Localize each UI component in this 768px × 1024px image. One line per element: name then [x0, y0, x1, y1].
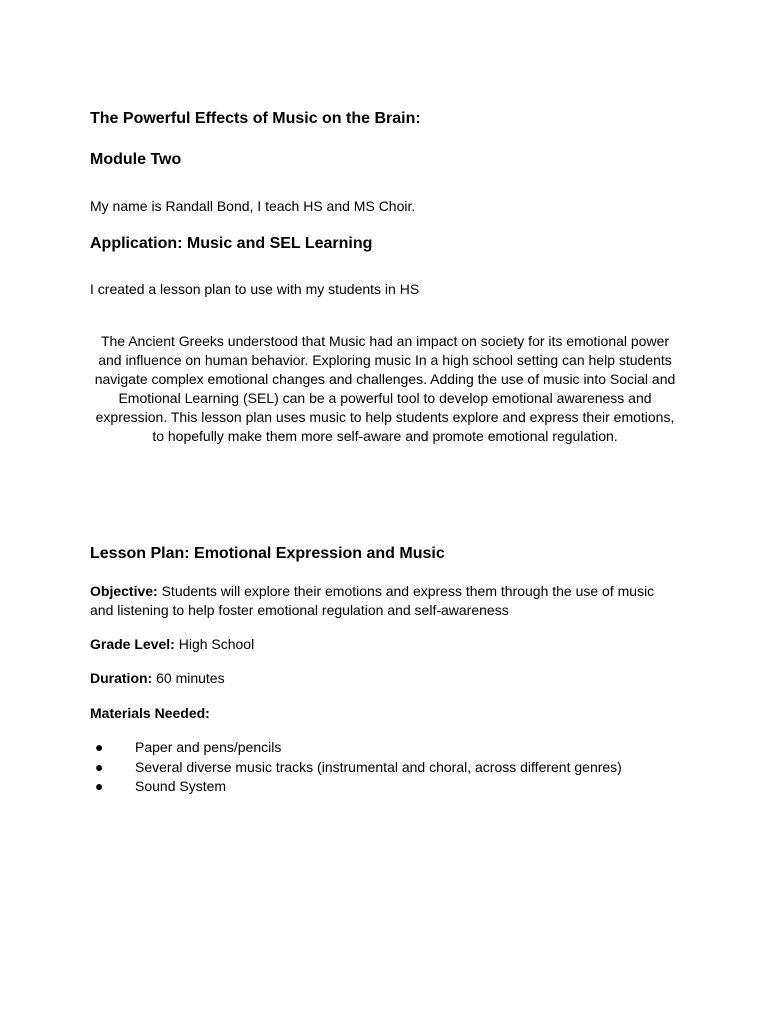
author-line: My name is Randall Bond, I teach HS and MS Choir. — [90, 198, 416, 214]
materials-heading — [90, 704, 210, 723]
list-item-text: Paper and pens/pencils — [135, 739, 282, 755]
list-item — [90, 758, 622, 778]
bullet-icon: ● — [95, 758, 104, 775]
list-item-text: Several diverse music tracks (instrumental and choral, across different genres) — [135, 758, 622, 775]
objective-text: Students will explore their emotions and express them through the use of music and listening to help foster emotional regulation and self-awareness — [90, 583, 655, 618]
duration-label: Duration: — [90, 670, 153, 686]
duration-text: 60 minutes — [152, 670, 225, 686]
list-item — [90, 777, 622, 797]
duration-paragraph — [90, 669, 225, 688]
lesson-plan-heading: Lesson Plan: Emotional Expression and Music — [90, 545, 445, 562]
bullet-icon: ● — [95, 739, 104, 755]
objective-label: Objective: — [90, 583, 158, 599]
application-heading: Application: Music and SEL Learning — [90, 235, 373, 252]
grade-level-paragraph — [90, 635, 254, 654]
grade-level-label: Grade Level: — [90, 636, 175, 652]
intro-paragraph: The Ancient Greeks understood that Music had an impact on society for its emotional power and influence on human behavior. Exploring music In a high school setting can help students navigate complex emotional changes and challenges. Adding the use of music into Social and Emotional Learning (SEL) can be a powerful tool to develop emotional awareness and expression. This lesson plan uses music to help students explore and express their emotions, to hopefully make them more self-aware and promote emotional regulation. — [94, 333, 676, 444]
list-item — [90, 738, 622, 758]
application-text: I created a lesson plan to use with my students in HS — [90, 281, 420, 297]
grade-level-text: High School — [174, 636, 255, 652]
module-heading: Module Two — [90, 151, 182, 168]
bullet-icon: ● — [95, 778, 104, 794]
objective-paragraph — [90, 582, 680, 620]
list-item-text: Sound System — [135, 778, 227, 794]
materials-list — [90, 738, 622, 797]
materials-label: Materials Needed: — [90, 705, 210, 721]
document-title: The Powerful Effects of Music on the Brain: — [90, 110, 421, 127]
